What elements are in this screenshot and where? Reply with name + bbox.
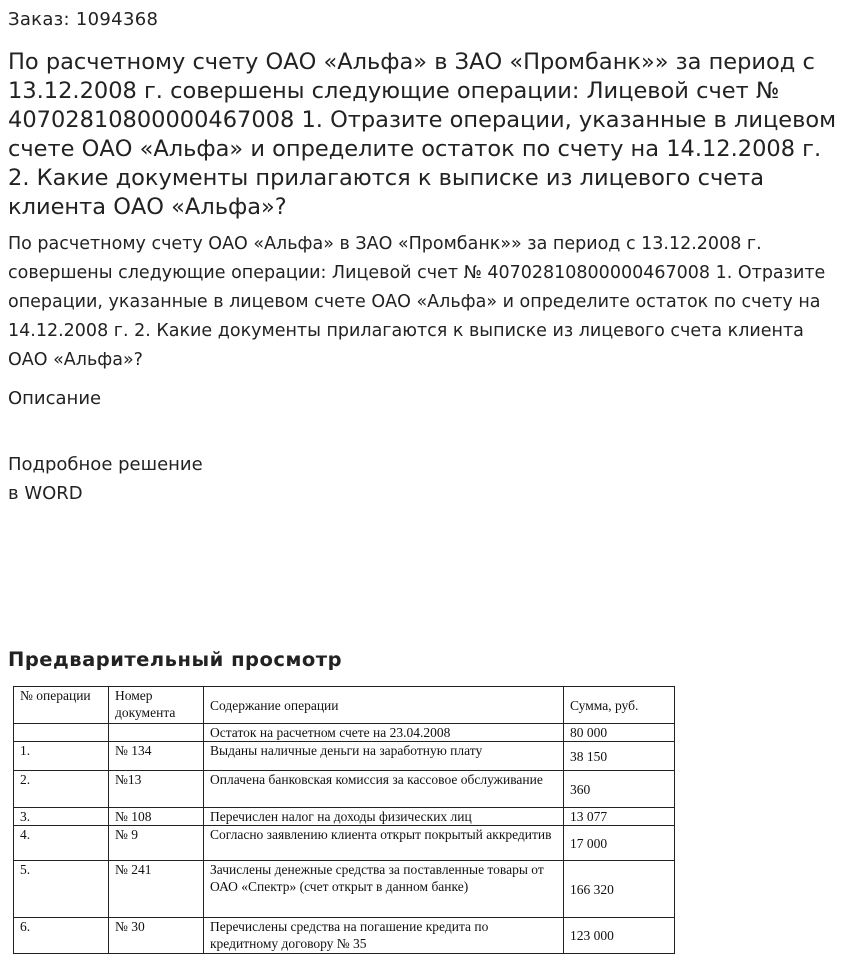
table-cell: 123 000 — [564, 918, 675, 954]
table-row — [14, 724, 675, 742]
order-number: Заказ: 1094368 — [8, 9, 159, 30]
table-cell: Остаток на расчетном счете на 23.04.2008 — [204, 724, 564, 742]
solution-line-2: в WORD — [8, 483, 83, 504]
table-row — [14, 808, 675, 826]
table-cell: № 30 — [109, 918, 204, 954]
table-cell: №13 — [109, 771, 204, 808]
table-cell: Зачислены денежные средства за поставленные товары от ОАО «Спектр» (счет открыт в данном банке) — [204, 861, 564, 918]
table-row — [14, 861, 675, 918]
table-cell: 4. — [14, 826, 109, 861]
description-section-label: Описание — [8, 388, 102, 409]
header-cell: Номер документа — [109, 687, 204, 724]
header-cell: Сумма, руб. — [564, 687, 675, 724]
table-cell: 3. — [14, 808, 109, 826]
solution-line-1: Подробное решение — [8, 454, 203, 475]
table-cell: 5. — [14, 861, 109, 918]
table-cell: 1. — [14, 742, 109, 771]
table-cell: 6. — [14, 918, 109, 954]
table-cell: № 9 — [109, 826, 204, 861]
table-row — [14, 918, 675, 954]
task-description: По расчетному счету ОАО «Альфа» в ЗАО «Промбанк»» за период с 13.12.2008 г. совершены следующие операции: Лицевой счет № 40702810800000467008 1. Отразите операции, указанные в лицевом счете ОАО «Альфа» и определите остаток по счету на 14.12.2008 г. 2. Какие документы прилагаются к выписке из лицевого счета клиента ОАО «Альфа»? — [8, 234, 826, 370]
table-cell: № 108 — [109, 808, 204, 826]
table-cell: Перечислен налог на доходы физических лиц — [204, 808, 564, 826]
table-row — [14, 771, 675, 808]
operations-table — [13, 686, 675, 954]
table-cell: 38 150 — [564, 742, 675, 771]
table-cell: № 241 — [109, 861, 204, 918]
table-cell: 80 000 — [564, 724, 675, 742]
header-cell: Содержание операции — [204, 687, 564, 724]
table-cell — [109, 724, 204, 742]
table-cell: 2. — [14, 771, 109, 808]
table-cell: Выданы наличные деньги на заработную плату — [204, 742, 564, 771]
table-header-row — [14, 687, 675, 724]
table-cell: № 134 — [109, 742, 204, 771]
table-cell: 360 — [564, 771, 675, 808]
table-cell: 13 077 — [564, 808, 675, 826]
preview-heading: Предварительный просмотр — [8, 648, 343, 671]
task-title: По расчетному счету ОАО «Альфа» в ЗАО «Промбанк»» за период с 13.12.2008 г. совершены следующие операции: Лицевой счет № 40702810800000467008 1. Отразите операции, указанные в лицевом счете ОАО «Альфа» и определите остаток по счету на 14.12.2008 г. 2. Какие документы прилагаются к выписке из лицевого счета клиента ОАО «Альфа»? — [8, 49, 837, 220]
table-cell: 17 000 — [564, 826, 675, 861]
solution-info — [8, 450, 203, 508]
table-row — [14, 826, 675, 861]
table-cell — [14, 724, 109, 742]
table-cell: 166 320 — [564, 861, 675, 918]
table-cell: Оплачена банковская комиссия за кассовое обслуживание — [204, 771, 564, 808]
header-cell: № операции — [14, 687, 109, 724]
table-cell: Согласно заявлению клиента открыт покрытый аккредитив — [204, 826, 564, 861]
table-row — [14, 742, 675, 771]
table-cell: Перечислены средства на погашение кредита по кредитному договору № 35 — [204, 918, 564, 954]
